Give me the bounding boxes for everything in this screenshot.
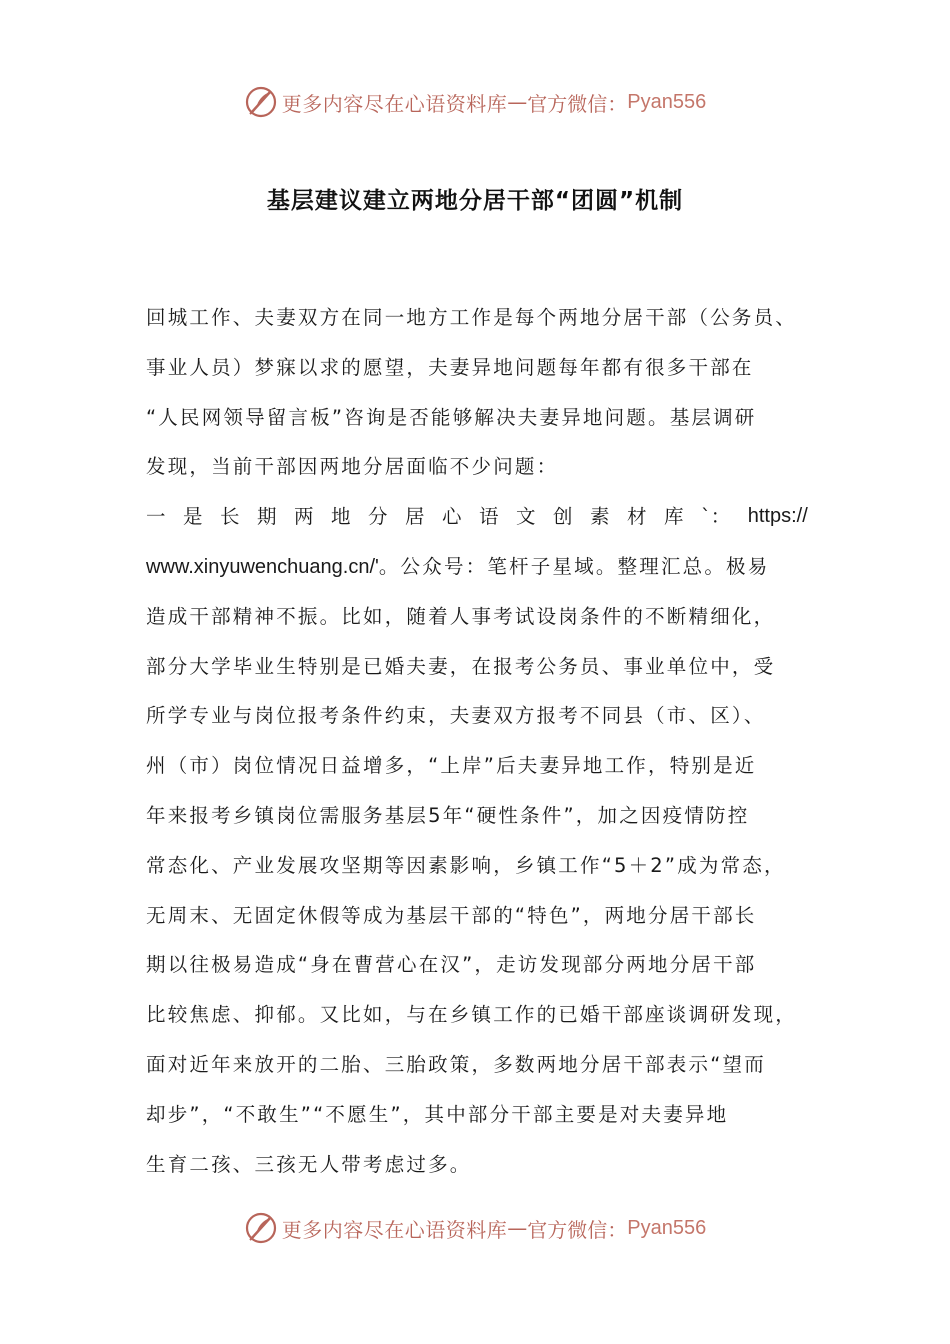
spaced-char: 一	[146, 505, 166, 529]
spaced-char: 文	[516, 505, 536, 529]
watermark-id: Pyan556	[627, 1216, 707, 1239]
spaced-char: 分	[368, 505, 388, 529]
body-line: 发现，当前干部因两地分居面临不少问题：	[146, 455, 559, 479]
body-line: 生育二孩、三孩无人带考虑过多。	[146, 1152, 472, 1176]
body-line: 常态化、产业发展攻坚期等因素影响，乡镇工作“5＋2”成为常态，	[146, 853, 786, 877]
watermark-banner-top	[0, 82, 950, 122]
spaced-char: 素	[590, 505, 610, 529]
url-line-rest: 。公众号：笔杆子星域。整理汇总。极易	[378, 554, 770, 578]
watermark-text: 更多内容尽在心语资料库	[281, 1217, 508, 1242]
spaced-char: 语	[479, 505, 499, 529]
url-fragment: https://	[747, 505, 808, 528]
spaced-char: 居	[405, 505, 425, 529]
body-line: 回城工作、夫妻双方在同一地方工作是每个两地分居干部（公务员、	[146, 306, 798, 329]
body-line: 面对近年来放开的二胎、三胎政策，多数两地分居干部表示“望而	[146, 1052, 766, 1076]
quill-logo-icon	[244, 1211, 278, 1245]
watermark-separator: —	[507, 90, 528, 114]
spaced-char: 地	[331, 505, 351, 529]
body-line: 事业人员）梦寐以求的愿望，夫妻异地问题每年都有很多干部在	[146, 355, 754, 379]
spaced-char: `：	[701, 505, 731, 529]
spaced-char: 心	[442, 505, 462, 529]
spaced-char: 创	[553, 505, 573, 529]
watermark-label: 官方微信：	[527, 91, 628, 116]
body-line: 州（市）岗位情况日益增多，“上岸”后夫妻异地工作，特别是近	[146, 754, 757, 778]
body-line: 无周末、无固定休假等成为基层干部的“特色”，两地分居干部长	[146, 903, 757, 927]
body-line: 期以往极易造成“身在曹营心在汉”，走访发现部分两地分居干部	[146, 953, 757, 977]
body-line: 比较焦虑、抑郁。又比如，与在乡镇工作的已婚干部座谈调研发现，	[146, 1003, 798, 1027]
quill-logo-icon	[244, 85, 278, 119]
body-line: 部分大学毕业生特别是已婚夫妻，在报考公务员、事业单位中，受	[146, 654, 776, 678]
body-line-spaced	[146, 492, 808, 542]
watermark-separator: —	[507, 1216, 528, 1240]
spaced-char: 库	[664, 505, 684, 529]
url-text: www.xinyuwenchuang.cn/'	[146, 555, 379, 578]
spaced-char: 期	[257, 505, 277, 529]
body-line: 造成干部精神不振。比如，随着人事考试设岗条件的不断精细化，	[146, 604, 776, 628]
watermark-banner-bottom	[0, 1208, 950, 1248]
watermark-text: 更多内容尽在心语资料库	[281, 91, 508, 116]
body-line: 所学专业与岗位报考条件约束，夫妻双方报考不同县（市、区）、	[146, 704, 766, 728]
document-title: 基层建议建立两地分居干部“团圆”机制	[266, 188, 684, 214]
spaced-char: 材	[627, 505, 647, 529]
spaced-char: 长	[220, 505, 240, 529]
body-line-url	[146, 542, 808, 592]
spaced-char: 两	[294, 505, 314, 529]
spaced-char: 是	[183, 505, 203, 529]
watermark-label: 官方微信：	[527, 1217, 628, 1242]
body-line: 却步”，“不敢生”“不愿生”，其中部分干部主要是对夫妻异地	[146, 1102, 729, 1126]
body-line: “人民网领导留言板”咨询是否能够解决夫妻异地问题。基层调研	[146, 405, 757, 429]
watermark-id: Pyan556	[627, 90, 707, 113]
body-line: 年来报考乡镇岗位需服务基层5年“硬性条件”，加之因疫情防控	[146, 803, 750, 827]
document-body	[146, 293, 808, 1189]
